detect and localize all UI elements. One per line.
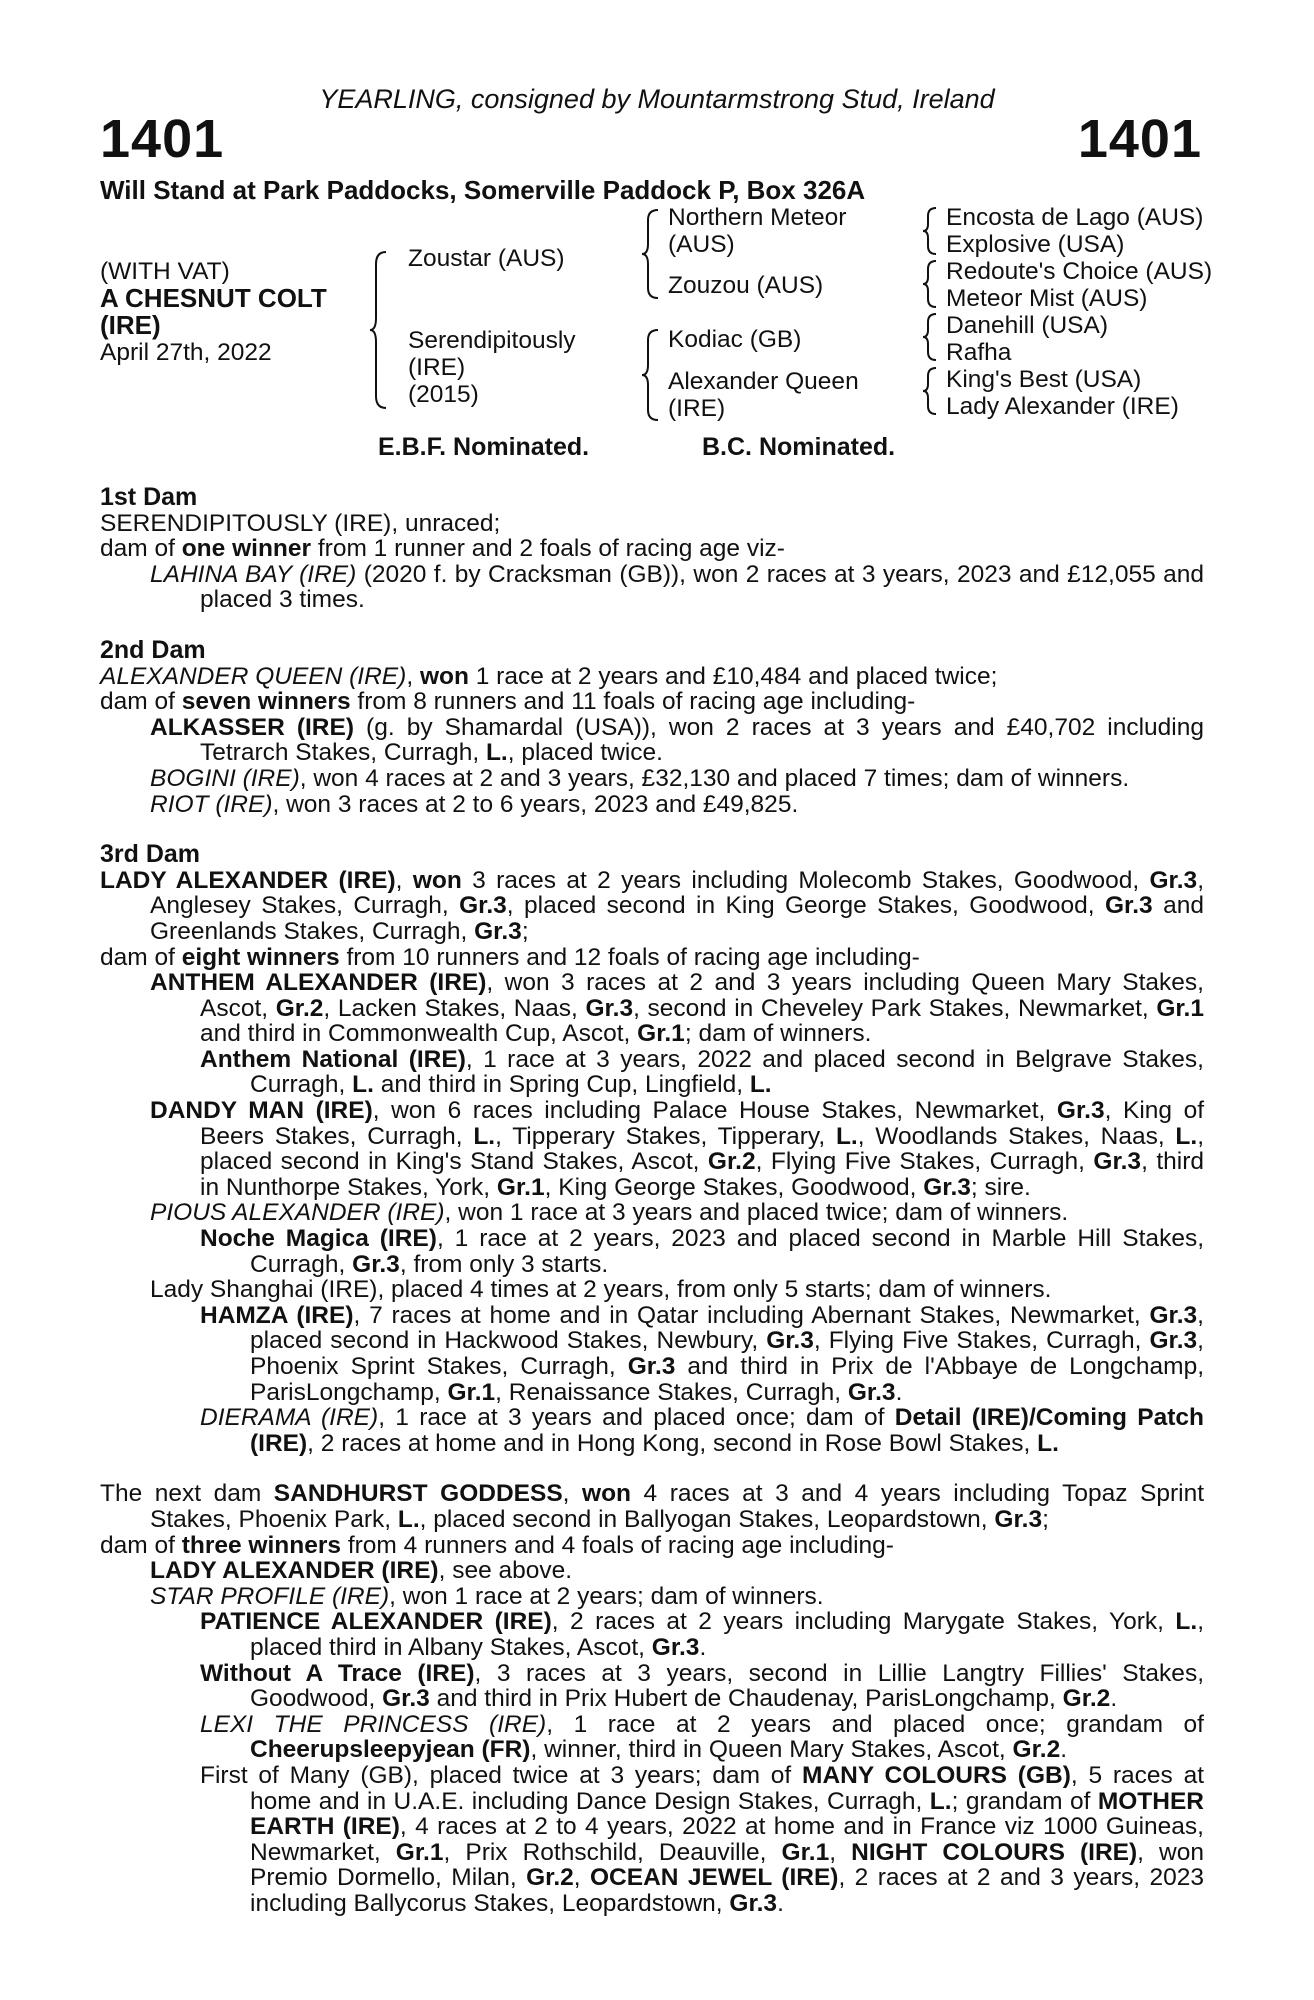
pedigree-sire: Zoustar (AUS) [408,245,565,272]
next-dam-grandfoal-2: Without A Trace (IRE), 3 races at 3 years, second in Lillie Langtry Fillies' Stakes, Goodwood, Gr.3 and third in Prix Hubert de Chaudenay, ParisLongchamp, Gr.2. [200,1659,1204,1713]
third-dam-heading: 3rd Dam [100,840,201,869]
dam-dam-name: Alexander Queen [668,368,859,395]
produce-record [100,485,1204,1916]
third-dam-grandfoal-3: HAMZA (IRE), 7 races at home and in Qatar including Abernant Stakes, Newmarket, Gr.3, placed second in Hackwood Stakes, Newbury, Gr.3, Flying Five Stakes, Curragh, Gr.3, Phoenix Sprint Stakes, Curragh, Gr.3 and third in Prix de l'Abbaye de Longchamp, ParisLongchamp, Gr.1, Renaissance Stakes, Curragh, Gr.3. [200,1301,1205,1406]
horse-info [100,258,327,366]
first-dam-foal-1: LAHINA BAY (IRE) (2020 f. by Cracksman (GB)), won 2 races at 3 years, 2023 and £12,055 and placed 3 times. [150,560,1204,614]
pedigree-gen3-8: Lady Alexander (IRE) [946,393,1179,420]
pedigree-gen3-7: King's Best (USA) [946,366,1142,393]
third-dam-foal-3: PIOUS ALEXANDER (IRE), won 1 race at 3 years and placed twice; dam of winners. [150,1199,1069,1227]
third-dam-foal-4: Lady Shanghai (IRE), placed 4 times at 2 years, from only 5 starts; dam of winners. [150,1276,1052,1304]
second-dam-line: ALEXANDER QUEEN (IRE), won 1 race at 2 years and £10,484 and placed twice; [100,662,998,690]
horse-name: A CHESNUT COLT [100,283,327,313]
pedigree-brace-2 [640,208,664,300]
pedigree-brace-6 [922,312,940,362]
vat-note: (WITH VAT) [100,258,230,285]
lot-number-left: 1401 [100,109,225,169]
second-dam-foal-3: RIOT (IRE), won 3 races at 2 to 6 years, 2023 and £49,825. [150,790,799,818]
pedigree-gen3-6: Rafha [946,339,1012,366]
third-dam-grandfoal-2: Noche Magica (IRE), 1 race at 2 years, 2023 and placed second in Marble Hill Stakes, Curragh, Gr.3, from only 3 starts. [200,1225,1204,1278]
third-dam-foal-1: ANTHEM ALEXANDER (IRE), won 3 races at 2 and 3 years including Queen Mary Stakes, Ascot, Gr.2, Lacken Stakes, Naas, Gr.3, second in Cheveley Park Stakes, Newmarket, Gr.1 and third in Commonwealth Cup, Ascot, Gr.1; dam of winners. [150,969,1204,1048]
lot-number-right: 1401 [1077,109,1202,169]
pedigree-gen3-5: Danehill (USA) [946,312,1109,339]
foaling-date: April 27th, 2022 [100,339,272,366]
second-dam-heading: 2nd Dam [100,635,206,664]
first-dam-line: SERENDIPITOUSLY (IRE), unraced; [100,509,501,537]
pedigree-sire-sire [668,204,846,258]
pedigree-gen3-3: Redoute's Choice (AUS) [946,258,1213,285]
third-dam-produce: dam of eight winners from 10 runners and 12 foals of racing age including- [100,943,920,971]
consignor-line: YEARLING, consigned by Mountarmstrong Stud, Ireland [319,84,995,114]
pedigree-gen3-4: Meteor Mist (AUS) [946,285,1148,312]
second-dam-foal-2: BOGINI (IRE), won 4 races at 2 and 3 years, £32,130 and placed 7 times; dam of winners. [150,764,1130,792]
dam-year: (2015) [408,381,479,408]
ebf-nomination: E.B.F. Nominated. [378,433,590,461]
first-dam-heading: 1st Dam [100,483,198,511]
next-dam-grandfoal-1: PATIENCE ALEXANDER (IRE), 2 races at 2 years including Marygate Stakes, York, L., placed third in Albany Stakes, Ascot, Gr.3. [200,1608,1204,1661]
pedigree-brace-4 [922,206,940,256]
dam-dam-country: (IRE) [668,395,726,422]
pedigree-sire-dam: Zouzou (AUS) [668,272,824,299]
next-dam-foal-2: STAR PROFILE (IRE), won 1 race at 2 years; dam of winners. [150,1582,824,1610]
sire-sire-country: (AUS) [668,231,735,258]
next-dam-line: The next dam SANDHURST GODDESS, won 4 races at 3 and 4 years including Topaz Sprint Stakes, Phoenix Park, L., placed second in Ballyogan Stakes, Leopardstown, Gr.3; [100,1480,1204,1533]
pedigree-brace-7 [922,366,940,416]
pedigree-brace-1 [368,250,392,410]
second-dam-foal-1: ALKASSER (IRE) (g. by Shamardal (USA)), won 2 races at 3 years and £40,702 including Tetrarch Stakes, Curragh, L., placed twice. [150,713,1204,767]
pedigree-brace-3 [640,328,664,422]
next-dam-grandfoal-3: LEXI THE PRINCESS (IRE), 1 race at 2 years and placed once; grandam of Cheerupsleepyjean (FR), winner, third in Queen Mary Stakes, Ascot, Gr.2. [200,1710,1204,1764]
next-dam-grandfoal-4: First of Many (GB), placed twice at 3 years; dam of MANY COLOURS (GB), 5 races at home and in U.A.E. including Dance Design Stakes, Curragh, L.; grandam of MOTHER EARTH (IRE), 4 races at 2 to 4 years, 2022 at home and in France viz 1000 Guineas, Newmarket, Gr.1, Prix Rothschild, Deauville, Gr.1, NIGHT COLOURS (IRE), won Premio Dormello, Milan, Gr.2, OCEAN JEWEL (IRE), 2 races at 2 and 3 years, 2023 including Ballycorus Stakes, Leopardstown, Gr.3. [200,1761,1205,1917]
pedigree-dam-sire: Kodiac (GB) [668,326,802,353]
dam-name: Serendipitously [408,327,576,354]
next-dam-produce: dam of three winners from 4 runners and 4 foals of racing age including- [100,1531,894,1559]
third-dam-foal-2: DANDY MAN (IRE), won 6 races including Palace House Stakes, Newmarket, Gr.3, King of Beers Stakes, Curragh, L., Tipperary Stakes, Tipperary, L., Woodlands Stakes, Naas, L., placed second in King's Stand Stakes, Ascot, Gr.2, Flying Five Stakes, Curragh, Gr.3, third in Nunthorpe Stakes, York, Gr.1, King George Stakes, Goodwood, Gr.3; sire. [150,1097,1205,1201]
pedigree-gen3-1: Encosta de Lago (AUS) [946,204,1204,231]
sire-sire-name: Northern Meteor [668,204,847,231]
first-dam-produce: dam of one winner from 1 runner and 2 foals of racing age viz- [100,535,785,563]
next-dam-foal-1: LADY ALEXANDER (IRE), see above. [150,1557,573,1585]
third-dam-grandfoal-4: DIERAMA (IRE), 1 race at 3 years and placed once; dam of Detail (IRE)/Coming Patch (IRE), 2 races at home and in Hong Kong, second in Rose Bowl Stakes, L. [200,1404,1204,1457]
second-dam-produce: dam of seven winners from 8 runners and 11 foals of racing age including- [100,688,916,716]
third-dam-line: LADY ALEXANDER (IRE), won 3 races at 2 years including Molecomb Stakes, Goodwood, Gr.3, Anglesey Stakes, Curragh, Gr.3, placed second in King George Stakes, Goodwood, Gr.3 and Greenlands Stakes, Curragh, Gr.3; [100,866,1204,945]
bc-nomination: B.C. Nominated. [702,433,896,461]
stabling-location: Will Stand at Park Paddocks, Somerville Paddock P, Box 326A [100,175,866,205]
pedigree-dam-dam [668,368,859,422]
pedigree-dam [408,327,576,408]
third-dam-grandfoal-1: Anthem National (IRE), 1 race at 3 years, 2022 and placed second in Belgrave Stakes, Curragh, L. and third in Spring Cup, Lingfield, L. [200,1045,1204,1099]
dam-country: (IRE) [408,354,466,381]
pedigree-brace-5 [922,259,940,309]
horse-name-suffix: (IRE) [100,310,161,340]
pedigree-gen3-2: Explosive (USA) [946,231,1125,258]
